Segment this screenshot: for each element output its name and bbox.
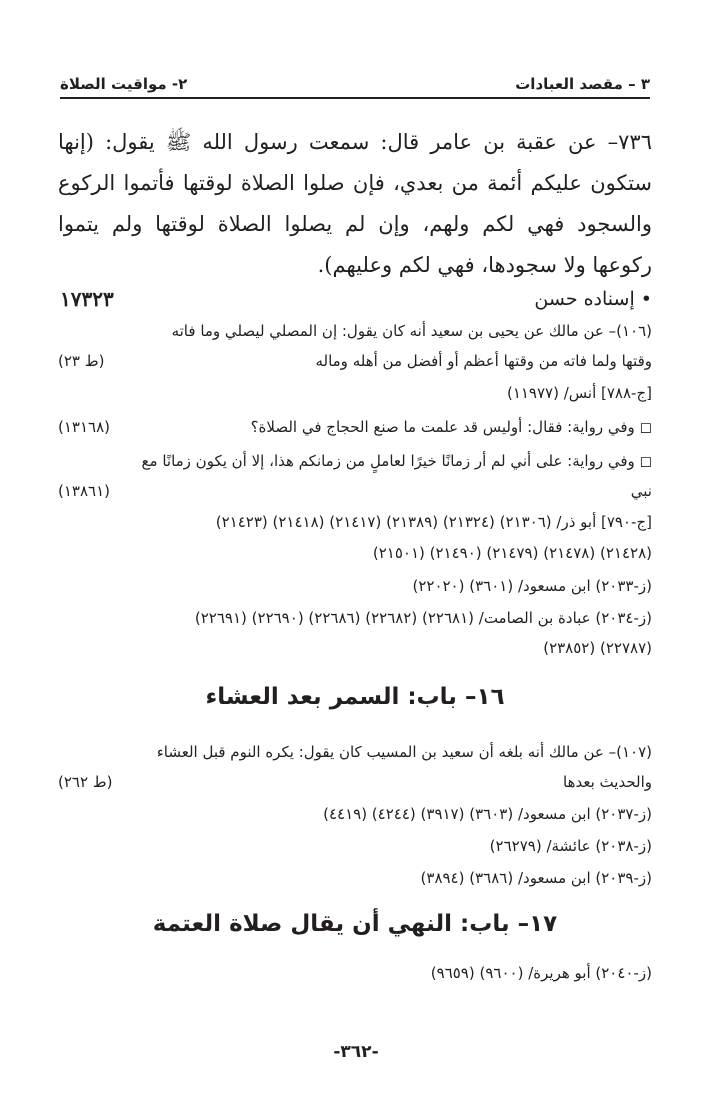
malik-106-text: وقتها ولما فاته من وقتها أعظم أو أفضل من أهله وماله: [315, 352, 652, 370]
page-number: -٣٦٢-: [333, 1042, 379, 1062]
riwaya-2-line2: [58, 476, 652, 506]
refs-2038: (ز-٢٠٣٨) عائشة/ (٢٦٢٧٩): [489, 837, 652, 855]
refs-790-line2: (٢١٤٢٨) (٢١٤٧٨) (٢١٤٧٩) (٢١٤٩٠) (٢١٥٠١): [372, 544, 652, 562]
header-chapter-title: ٢- مواقيت الصلاة: [60, 75, 188, 93]
refs-2039: (ز-٢٠٣٩) ابن مسعود/ (٣٦٨٦) (٣٨٩٤): [420, 869, 652, 887]
malik-107-text: والحديث بعدها: [563, 773, 652, 791]
hadith-736-text: ٧٣٦– عن عقبة بن عامر قال: سمعت رسول الله ﷺ يقول: (إنها ستكون عليكم أئمة من بعدي، فإن صلوا الصلاة لوقتها فأتموا الركوع والسجود فهي لكم ولهم، وإن لم يصلوا الصلاة لوقتها ولم يتموا ركوعها ولا سجودها، فهي لكم وعليهم).: [58, 130, 652, 277]
malik-106-line2: [58, 346, 652, 376]
malik-107-ref: (ط ٢٦٢): [58, 773, 113, 791]
refs-2040: (ز-٢٠٤٠) أبو هريرة/ (٩٦٠٠) (٩٦٥٩): [430, 964, 652, 982]
riwaya-2-line1: ◻ وفي رواية: على أني لم أر زمانًا خيرًا لعاملٍ من زمانكم هذا، إلا أن يكون زمانًا مع: [141, 452, 652, 470]
refs-2034-line2: (٢٢٧٨٧) (٢٣٨٥٢): [543, 639, 652, 657]
riwaya-1-num: (١٣١٦٨): [58, 418, 111, 436]
chapter-17-heading: ١٧– باب: النهي أن يقال صلاة العتمة: [152, 911, 558, 937]
riwaya-1: [58, 412, 652, 442]
hadith-reference-number: ١٧٣٢٣: [60, 287, 114, 311]
malik-106-ref: (ط ٢٣): [58, 352, 105, 370]
hadith-grade-row: [60, 284, 652, 314]
refs-2033: (ز-٢٠٣٣) ابن مسعود/ (٣٦٠١) (٢٢٠٢٠): [412, 577, 652, 595]
hadith-grade: • إسناده حسن: [534, 288, 652, 310]
header-divider: [60, 97, 650, 99]
running-header: [60, 72, 650, 96]
malik-106-line1: (١٠٦)– عن مالك عن يحيى بن سعيد أنه كان يقول: إن المصلي ليصلي وما فاته: [171, 322, 652, 340]
riwaya-1-text: ◻ وفي رواية: فقال: أوليس قد علمت ما صنع الحجاج في الصلاة؟: [250, 418, 652, 436]
chapter-16-heading: ١٦– باب: السمر بعد العشاء: [205, 684, 505, 710]
refs-2037: (ز-٢٠٣٧) ابن مسعود/ (٣٦٠٣) (٣٩١٧) (٤٢٤٤) (٤٤١٩): [323, 805, 652, 823]
refs-2034-line1: (ز-٢٠٣٤) عبادة بن الصامت/ (٢٢٦٨١) (٢٢٦٨٢) (٢٢٦٨٦) (٢٢٦٩٠) (٢٢٦٩١): [194, 609, 652, 627]
refs-788: [ج-٧٨٨] أنس/ (١١٩٧٧): [506, 384, 652, 402]
malik-107-line1: (١٠٧)– عن مالك أنه بلغه أن سعيد بن المسيب كان يقول: يكره النوم قبل العشاء: [156, 743, 652, 761]
riwaya-2-text: نبي: [630, 482, 652, 500]
header-section-title: ٣ – مقصد العبادات: [515, 75, 650, 93]
malik-107-line2: [58, 767, 652, 797]
riwaya-2-num: (١٣٨٦١): [58, 482, 111, 500]
refs-790-line1: [ج-٧٩٠] أبو ذر/ (٢١٣٠٦) (٢١٣٢٤) (٢١٣٨٩) (٢١٤١٧) (٢١٤١٨) (٢١٤٢٣): [215, 513, 652, 531]
